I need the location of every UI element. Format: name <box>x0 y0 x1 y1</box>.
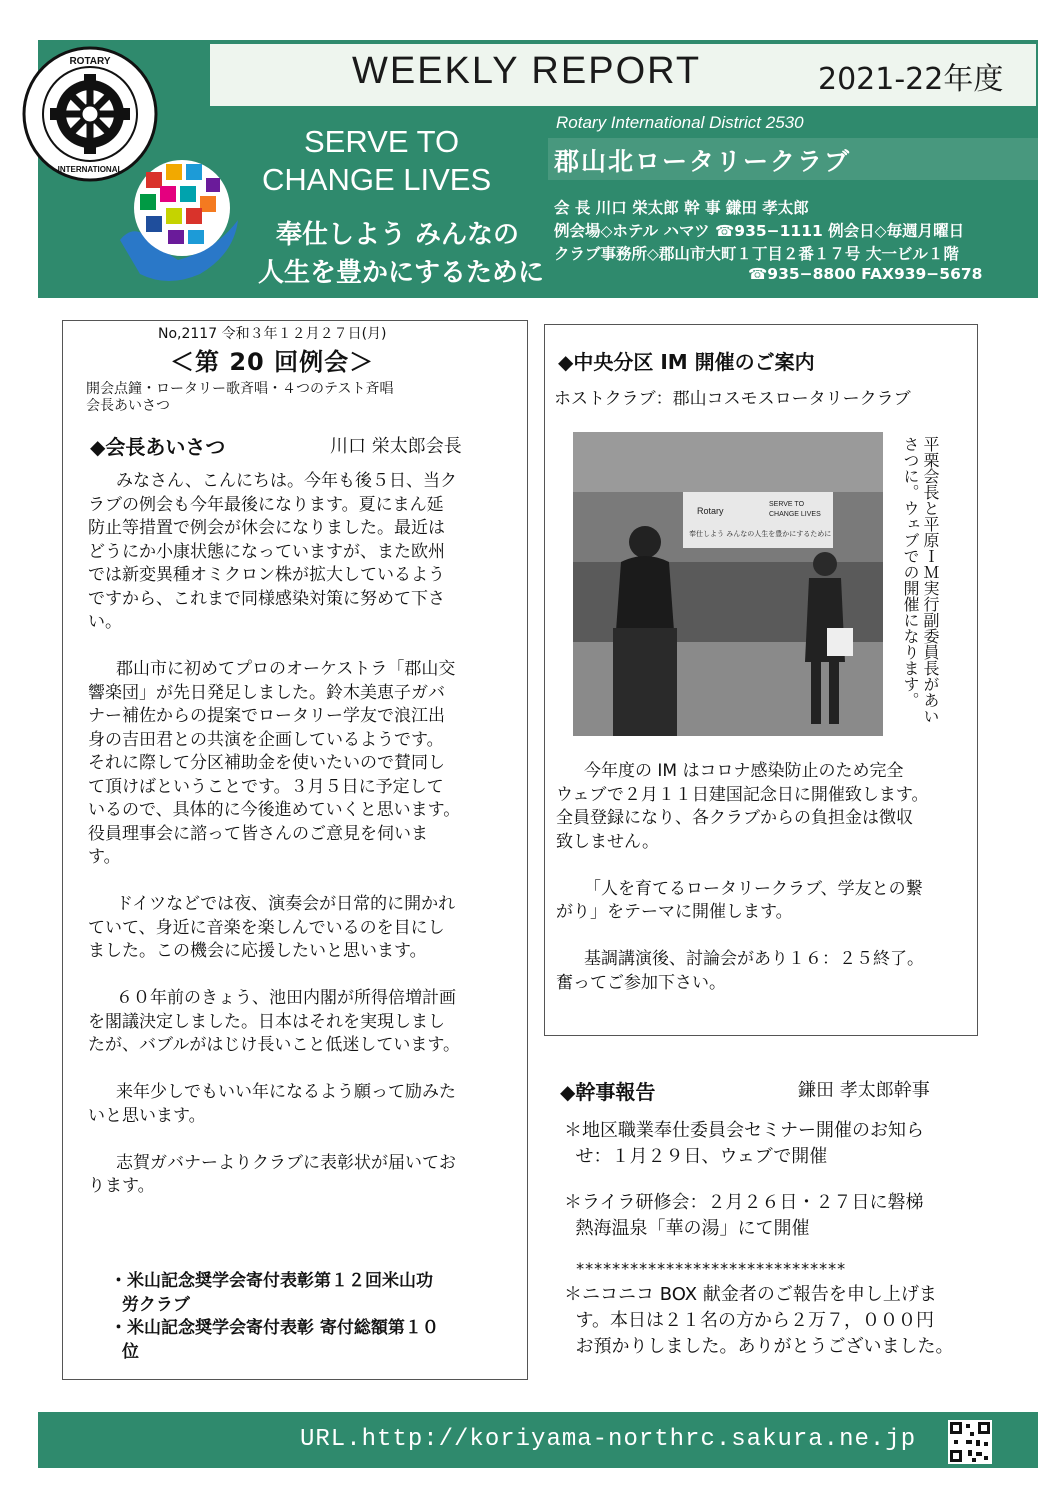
blank-line <box>556 925 928 949</box>
im-line: 致しません。 <box>556 831 660 852</box>
meeting-number-date: No,2117 令和３年１２月２７日(月) <box>158 326 387 342</box>
president-line: ていて、身近に音楽を楽しんでいるのを目にし <box>88 917 445 938</box>
club-url-link[interactable]: URL.http://koriyama-northrc.sakura.ne.jp <box>300 1426 917 1453</box>
president-line: 役員理事会に諮って皆さんのご意見を伺いま <box>88 823 428 844</box>
president-line: 郡山市に初めてプロのオーケストラ「郡山交 <box>116 659 456 679</box>
im-line: ウェブで２月１１日建国記念日に開催致します。 <box>556 784 929 805</box>
president-line: どうにか小康状態になっていますが、また欧州 <box>88 541 445 562</box>
banner-motto: 奉仕しよう みんなの人生を豊かにするために <box>689 530 832 538</box>
president-line: 響楽団」が先日発足しました。鈴木美恵子ガバ <box>88 682 445 703</box>
president-line: たが、バブルがはじけ長いこと低迷しています。 <box>88 1035 460 1055</box>
serve-line2: CHANGE LIVES <box>262 162 492 197</box>
im-photo <box>573 432 883 736</box>
phone-fax-line: ☎935−8800 FAX939−5678 <box>748 265 983 283</box>
blank-line <box>556 854 928 878</box>
blank-line <box>564 1242 953 1256</box>
district-label: Rotary International District 2530 <box>556 113 804 132</box>
secretary-line: す。本日は２１名の方から２万７，０００円 <box>564 1310 935 1331</box>
president-line: 来年少しでもいい年になるよう願って励みた <box>116 1082 456 1102</box>
president-line: い。 <box>88 612 122 632</box>
banner-rotary: Rotary <box>697 506 724 516</box>
president-line: ６０年前のきょう、池田内閣が所得倍増計画 <box>116 988 456 1008</box>
office-address-line: クラブ事務所◇郡山市大町１丁目２番１７号 大一ビル１階 <box>554 245 959 263</box>
secretary-line: ＊地区職業奉仕委員会セミナー開催のお知ら <box>564 1120 924 1141</box>
blank-line <box>88 870 460 894</box>
secretary-line: ＊ニコニコ BOX 献金者のご報告を申し上げま <box>564 1284 937 1305</box>
president-line: では新変異種オミクロン株が拡大しているよう <box>88 565 445 585</box>
secretary-speaker: 鎌田 孝太郎幹事 <box>798 1080 930 1101</box>
president-message <box>88 470 460 1199</box>
president-line: す。 <box>88 847 121 867</box>
president-line: 防止等措置で例会が休会になりました。最近は <box>88 518 445 538</box>
secretary-line: ＊ライラ研修会：２月２６日・２７日に磐梯 <box>564 1192 924 1213</box>
president-heading: ◆会長あいさつ <box>90 435 226 459</box>
president-line: 身の吉田君との共演を企画しているようです。 <box>88 729 444 750</box>
president-speaker: 川口 栄太郎会長 <box>330 436 462 457</box>
secretary-line: お預かりしました。ありがとうございました。 <box>564 1336 954 1357</box>
award-item: 位 <box>110 1341 139 1362</box>
im-heading: ◆中央分区 IM 開催のご案内 <box>558 350 815 374</box>
banner-serve2: CHANGE LIVES <box>769 511 821 518</box>
agenda-line1: 開会点鐘・ロータリー歌斉唱・４つのテスト斉唱 <box>86 381 394 397</box>
im-line: 全員登録になり、各クラブからの負担金は徴収 <box>556 808 913 828</box>
agenda-line2: 会長あいさつ <box>86 398 170 414</box>
awards-list <box>110 1270 439 1364</box>
im-line: 今年度の IM はコロナ感染防止のため完全 <box>584 761 904 781</box>
president-line: ました。この機会に応援したいと思います。 <box>88 941 427 961</box>
meeting-place-line: 例会場◇ホテル ハマツ ☎935−1111 例会日◇毎週月曜日 <box>554 222 965 240</box>
secretary-heading: ◆幹事報告 <box>560 1080 656 1104</box>
weekly-report-title: WEEKLY REPORT <box>352 50 702 92</box>
im-line: 「人を育てるロータリークラブ、学友との繋 <box>584 878 923 899</box>
club-name: 郡山北ロータリークラブ <box>554 147 852 176</box>
logo-text-top: ROTARY <box>69 56 111 67</box>
president-line: いるので、具体的に今後進めていくと思います。 <box>88 800 461 820</box>
officers-line: 会 長 川口 栄太郎 幹 事 鎌田 孝太郎 <box>554 199 809 217</box>
secretary-line: 熱海温泉「華の湯」にて開催 <box>564 1218 810 1239</box>
president-line: それに際して分区補助金を使いたいので賛同し <box>88 753 445 773</box>
motto-line2: 人生を豊かにするために <box>258 258 545 288</box>
separator-asterisks: ****************************** <box>564 1259 847 1278</box>
blank-line <box>564 1170 953 1190</box>
president-line: て頂けばということです。３月５日に予定して <box>88 776 444 797</box>
im-line: がり」をテーマに開催します。 <box>556 902 793 922</box>
secretary-line: せ：１月２９日、ウェブで開催 <box>564 1146 828 1167</box>
logo-text-bottom: INTERNATIONAL <box>57 165 123 174</box>
blank-line <box>88 635 460 659</box>
president-line: ですから、これまで同様感染対策に努めて下さ <box>88 588 445 609</box>
fiscal-year: 2021-22年度 <box>818 62 1004 97</box>
blank-line <box>88 1128 460 1152</box>
motto-line1: 奉仕しよう みんなの <box>276 220 520 250</box>
president-line: ラブの例会も今年最後になります。夏にまん延 <box>88 494 444 515</box>
serve-to-change-lives-globe-icon <box>116 150 242 288</box>
banner-serve1: SERVE TO <box>769 501 805 508</box>
blank-line <box>88 1058 460 1082</box>
president-line: を閣議決定しました。日本はそれを実現しまし <box>88 1011 445 1032</box>
award-item: ・米山記念奨学会寄付表彰第１２回米山功 <box>110 1271 433 1291</box>
award-item: 労クラブ <box>110 1294 190 1315</box>
im-line: 基調講演後、討論会があり１６：２５終了。 <box>584 949 924 969</box>
serve-line1: SERVE TO <box>304 124 460 159</box>
meeting-title: ＜第 20 回例会＞ <box>170 348 375 376</box>
president-line: いと思います。 <box>88 1105 206 1126</box>
president-line: ります。 <box>88 1176 155 1196</box>
im-line: 奮ってご参加下さい。 <box>556 972 726 993</box>
blank-line <box>88 964 460 988</box>
president-line: みなさん、こんにちは。今年も後５日、当ク <box>116 471 458 491</box>
president-line: ナー補佐からの提案でロータリー学友で浪江出 <box>88 706 445 726</box>
president-line: ドイツなどでは夜、演奏会が日常的に開かれ <box>116 894 456 914</box>
im-host-club: ホストクラブ：郡山コスモスロータリークラブ <box>554 389 911 409</box>
president-line: 志賀ガバナーよりクラブに表彰状が届いてお <box>116 1152 456 1173</box>
im-details <box>556 760 928 995</box>
secretary-report <box>564 1118 953 1360</box>
photo-caption: 平栗会長と平原ＩＭ実行副委員長があいさつに。ウェブでの開催になります。 <box>901 436 940 724</box>
award-item: ・米山記念奨学会寄付表彰 寄付総額第１０ <box>110 1318 439 1338</box>
qr-code-icon[interactable] <box>948 1420 992 1464</box>
